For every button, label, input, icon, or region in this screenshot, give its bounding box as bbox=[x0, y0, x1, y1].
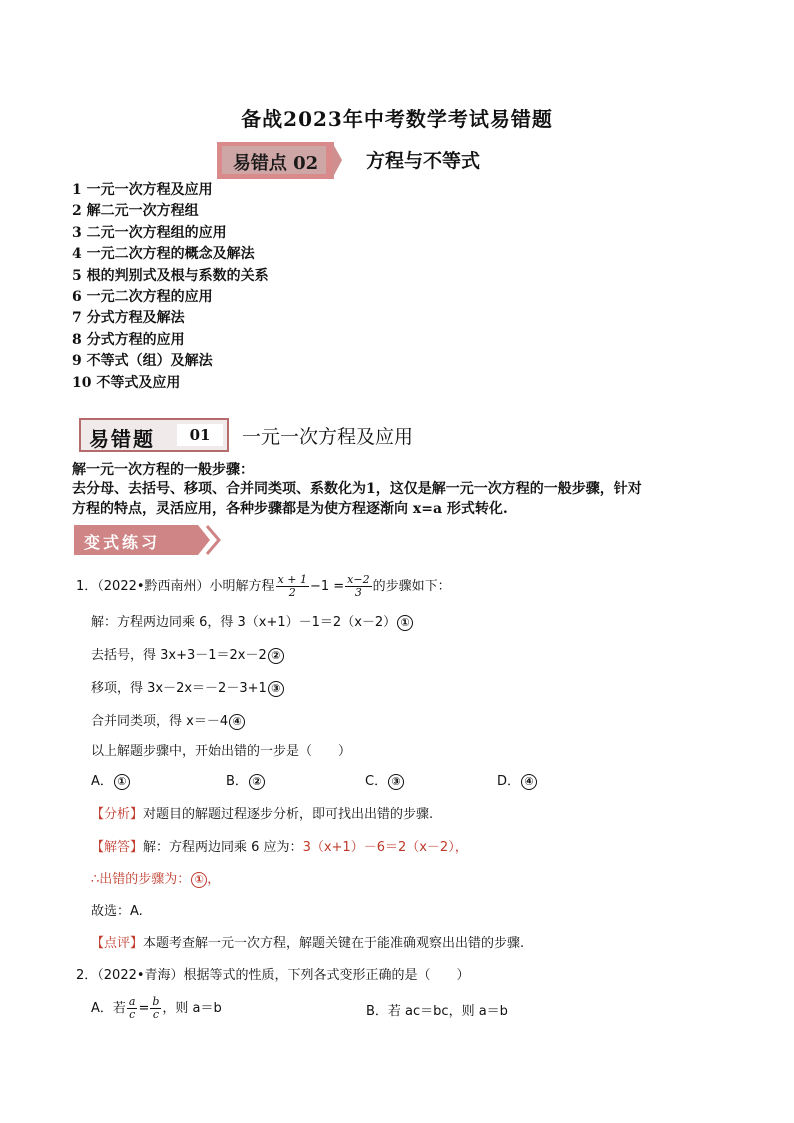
question-2-stem: 2．（2022•青海）根据等式的性质，下列各式变形正确的是（ ） bbox=[76, 968, 470, 983]
circled-number-icon: ② bbox=[268, 648, 284, 664]
toc-item: 3 二元一次方程组的应用 bbox=[72, 224, 227, 241]
circled-number-icon: ① bbox=[114, 774, 130, 790]
variant-chevron-icon bbox=[205, 525, 221, 555]
analysis-line: 【分析】对题目的解题过程逐步分析，即可找出出错的步骤. bbox=[91, 807, 434, 822]
solution-step-2: 去括号，得 3x+3－1＝2x－2 ② bbox=[91, 644, 284, 664]
section-badge-number: 01 bbox=[177, 424, 223, 446]
fraction: $\frac{a}{c}$ bbox=[128, 995, 136, 1021]
toc-item: 6 一元二次方程的应用 bbox=[72, 289, 213, 306]
question-1-prefix: 1．（2022•黔西南州）小明解方程 bbox=[76, 579, 275, 594]
answer-line: 【解答】解：方程两边同乘 6 应为：3（x+1）－6＝2（x－2）， bbox=[91, 840, 468, 855]
solution-step-1: 解：方程两边同乘 6，得 3（x+1）－1＝2（x－2） ① bbox=[91, 611, 413, 631]
toc-item: 8 分式方程的应用 bbox=[72, 331, 185, 348]
option-d: D． ④ bbox=[497, 770, 537, 790]
intro-heading: 解一元一次方程的一般步骤： bbox=[72, 462, 254, 478]
toc-item: 9 不等式（组）及解法 bbox=[72, 353, 213, 370]
question-2-option-a: A．若 $\frac{a}{c}$ = $\frac{b}{c}$ ，则 a＝b bbox=[91, 995, 222, 1021]
variant-banner bbox=[74, 525, 198, 555]
fraction: $\frac{b}{c}$ bbox=[152, 995, 160, 1021]
question-1-stem: 1．（2022•黔西南州）小明解方程 $\frac{x + 1}{2}$ −1 = $\frac{x-2}{3}$ 的步骤如下： bbox=[76, 573, 451, 599]
fraction: $\frac{x + 1}{2}$ bbox=[277, 573, 307, 599]
section-badge-label: 易错题 bbox=[89, 427, 155, 451]
topic-title: 方程与不等式 bbox=[366, 150, 481, 172]
comment-line: 【点评】本题考查解一元一次方程，解题关键在于能准确观察出出错的步骤. bbox=[91, 936, 525, 951]
circled-number-icon: ④ bbox=[521, 774, 537, 790]
toc-item: 1 一元一次方程及应用 bbox=[72, 182, 213, 198]
fraction: $\frac{x-2}{3}$ bbox=[347, 573, 370, 599]
toc-item: 7 分式方程及解法 bbox=[72, 310, 185, 327]
circled-number-icon: ③ bbox=[388, 774, 404, 790]
question-2-option-b: B．若 ac＝bc，则 a＝b bbox=[366, 1004, 508, 1019]
option-a: A． ① bbox=[91, 770, 130, 790]
choose-line: 故选：A. bbox=[91, 904, 143, 919]
option-c: C． ③ bbox=[365, 770, 404, 790]
topic-banner bbox=[217, 142, 334, 179]
section-title: 一元一次方程及应用 bbox=[242, 426, 414, 448]
circled-number-icon: ① bbox=[191, 872, 207, 888]
toc-item: 4 一元二次方程的概念及解法 bbox=[72, 246, 255, 263]
circled-number-icon: ② bbox=[249, 774, 265, 790]
intro-line-2: 方程的特点，灵活应用，各种步骤都是为使方程逐渐向 x=a 形式转化. bbox=[72, 501, 508, 517]
question-1-ask: 以上解题步骤中，开始出错的一步是（ ） bbox=[91, 744, 352, 759]
solution-step-3: 移项，得 3x－2x＝－2－3+1 ③ bbox=[91, 677, 284, 697]
topic-banner-label: 易错点 02 bbox=[232, 153, 319, 174]
circled-number-icon: ① bbox=[397, 615, 413, 631]
wrong-step-line: ∴出错的步骤为： ① ， bbox=[91, 872, 221, 887]
intro-line-1: 去分母、去括号、移项、合并同类项、系数化为1，这仅是解一元一次方程的一般步骤，针对 bbox=[72, 481, 642, 497]
circled-number-icon: ③ bbox=[268, 681, 284, 697]
toc-item: 5 根的判别式及根与系数的关系 bbox=[72, 267, 269, 284]
option-b: B． ② bbox=[226, 770, 265, 790]
page-title: 备战2023年中考数学考试易错题 bbox=[241, 107, 553, 131]
solution-step-4: 合并同类项，得 x＝－4 ④ bbox=[91, 710, 245, 730]
toc-list bbox=[72, 180, 269, 394]
section-badge bbox=[79, 418, 229, 452]
circled-number-icon: ④ bbox=[229, 714, 245, 730]
toc-item: 10 不等式及应用 bbox=[72, 374, 181, 391]
banner-arrow-icon bbox=[332, 142, 342, 179]
toc-item: 2 解二元一次方程组 bbox=[72, 203, 199, 220]
variant-banner-label: 变式练习 bbox=[84, 533, 161, 552]
